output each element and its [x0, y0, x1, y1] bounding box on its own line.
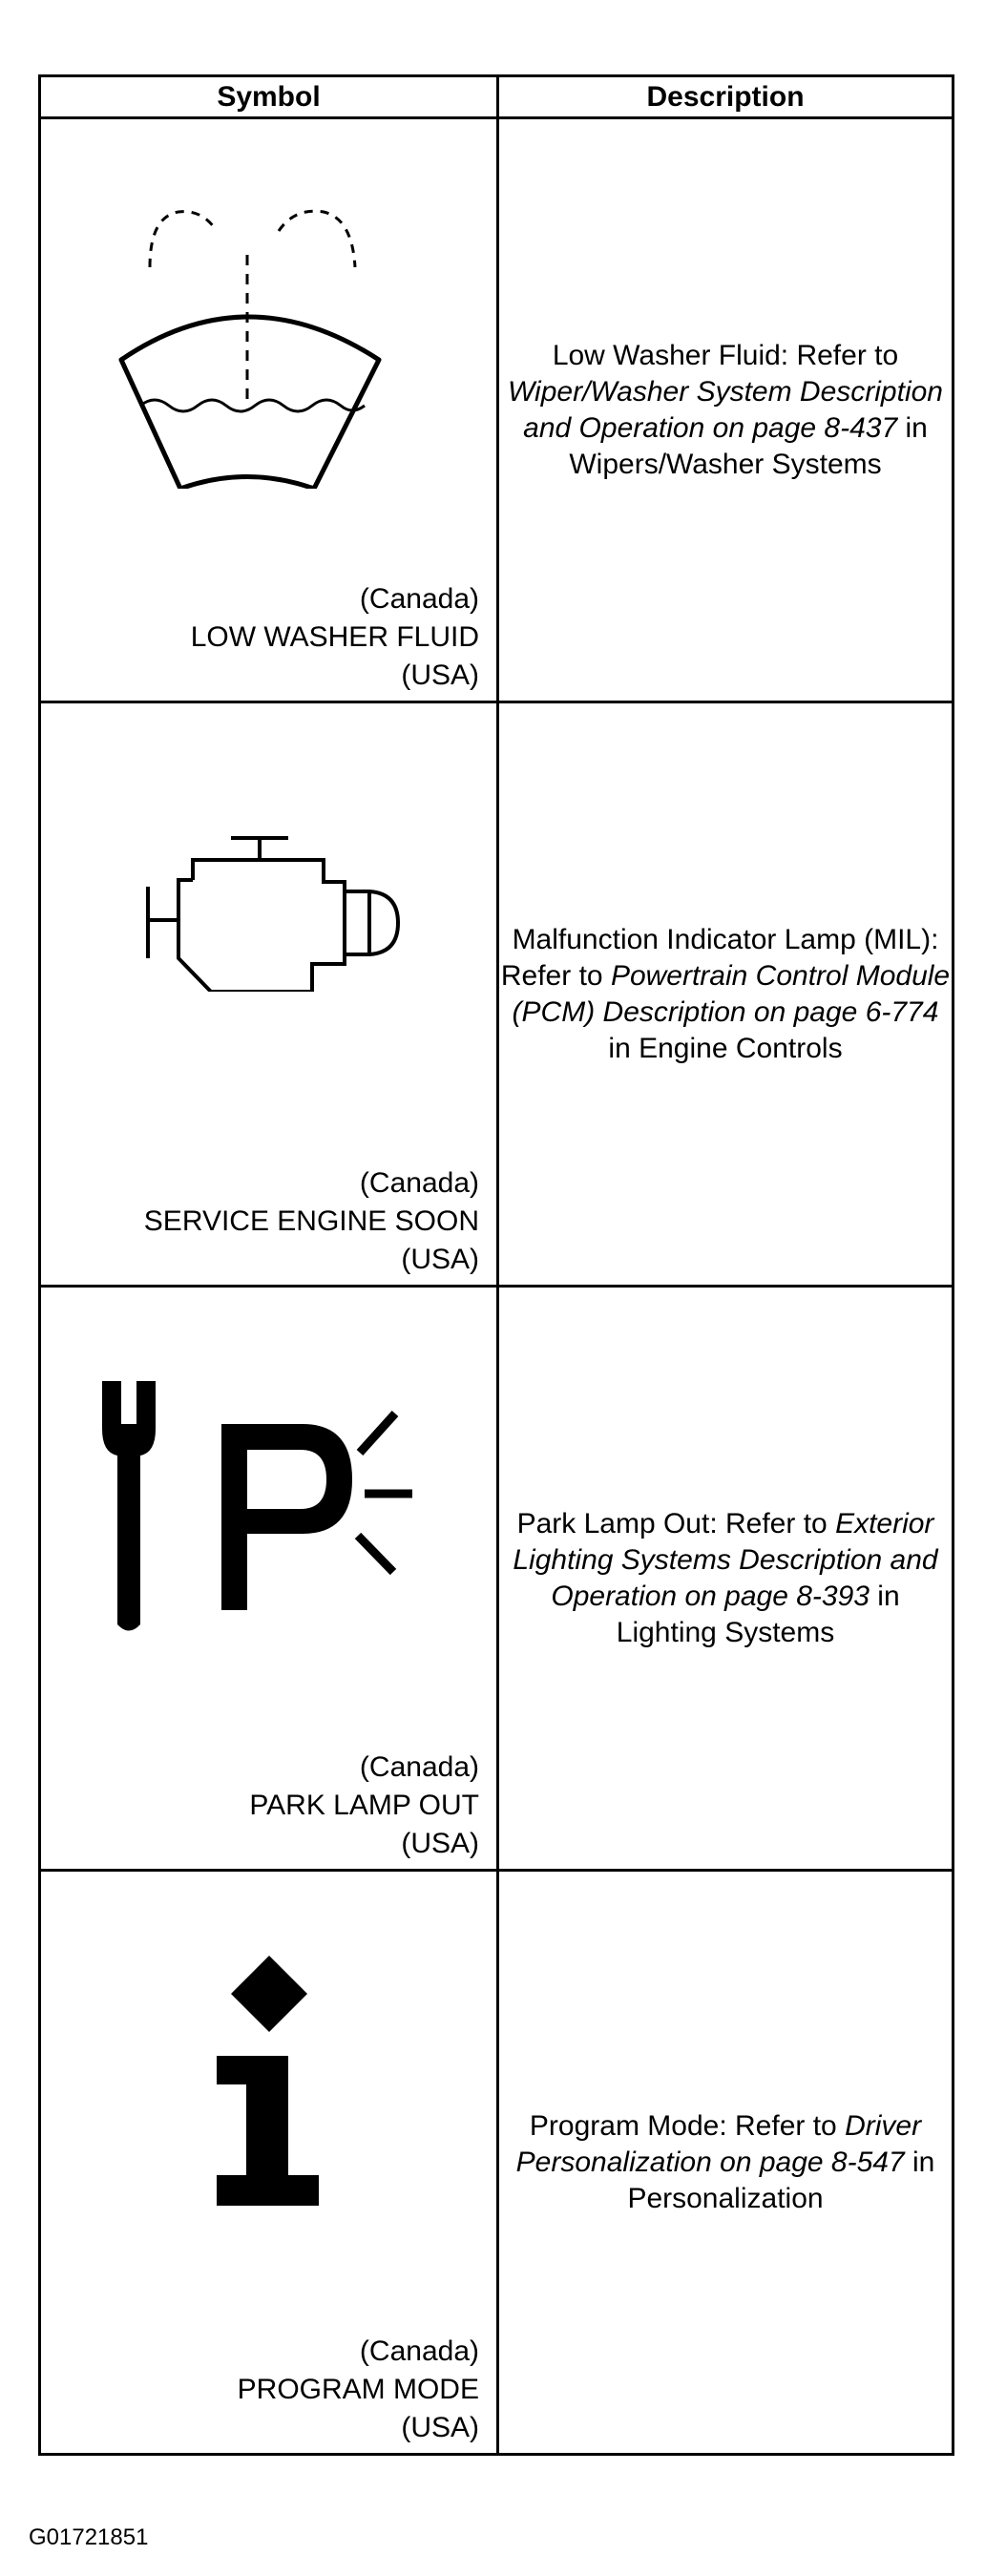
description-cell [498, 1871, 954, 2455]
symbol-caption [144, 1164, 479, 1279]
description-reference: Driver Personalization on page 8-547 [515, 2109, 922, 2178]
caption-usa: (USA) [401, 660, 479, 691]
caption-usa: (USA) [401, 1828, 479, 1859]
caption-canada: (Canada) [359, 583, 479, 615]
description-text: Program Mode: Refer to [529, 2109, 846, 2142]
symbol-cell [40, 1871, 498, 2455]
caption-usa: (USA) [401, 2412, 479, 2443]
table-row [40, 702, 954, 1287]
caption-canada: (Canada) [359, 1167, 479, 1199]
symbol-caption [238, 2333, 479, 2447]
symbol-table-container [38, 74, 952, 2456]
description-cell [498, 702, 954, 1287]
description-text: Low Washer Fluid: Refer to [552, 339, 899, 371]
description-section: in Personalization [627, 2146, 935, 2214]
caption-label: PARK LAMP OUT [249, 1790, 479, 1821]
header-symbol: Symbol [40, 76, 498, 118]
caption-canada: (Canada) [359, 2335, 479, 2367]
symbol-caption [249, 1749, 479, 1863]
description-reference: Exterior Lighting Systems Description and Operation on page 8-393 [513, 1507, 938, 1612]
caption-usa: (USA) [401, 1244, 479, 1275]
caption-canada: (Canada) [359, 1751, 479, 1783]
caption-label: SERVICE ENGINE SOON [143, 1205, 479, 1237]
engine-icon [41, 834, 496, 992]
description-reference: Wiper/Washer System Description and Operation on page 8-437 [508, 375, 943, 444]
description-section: in Engine Controls [608, 1032, 843, 1064]
symbol-caption [191, 580, 479, 695]
washer-fluid-icon [41, 198, 496, 489]
description-text: Malfunction Indicator Lamp (MIL): Refer to [500, 923, 939, 992]
description-section: in Lighting Systems [616, 1580, 900, 1648]
caption-label: LOW WASHER FLUID [190, 621, 479, 653]
park-lamp-wrench-icon [41, 1381, 496, 1634]
description-cell [498, 118, 954, 702]
info-diamond-icon [41, 1956, 496, 2213]
description-text: Park Lamp Out: Refer to [516, 1507, 836, 1539]
table-row [40, 1871, 954, 2455]
table-row [40, 118, 954, 702]
symbol-cell [40, 1287, 498, 1871]
table-header-row [40, 76, 954, 118]
symbol-cell [40, 118, 498, 702]
caption-label: PROGRAM MODE [237, 2374, 479, 2405]
description-reference: Powertrain Control Module (PCM) Description on page 6-774 [512, 959, 951, 1028]
header-description: Description [498, 76, 954, 118]
description-cell [498, 1287, 954, 1871]
description-section: in Wipers/Washer Systems [569, 411, 928, 480]
symbol-table [38, 74, 954, 2456]
figure-id: G01721851 [29, 2524, 149, 2550]
table-row [40, 1287, 954, 1871]
symbol-cell [40, 702, 498, 1287]
